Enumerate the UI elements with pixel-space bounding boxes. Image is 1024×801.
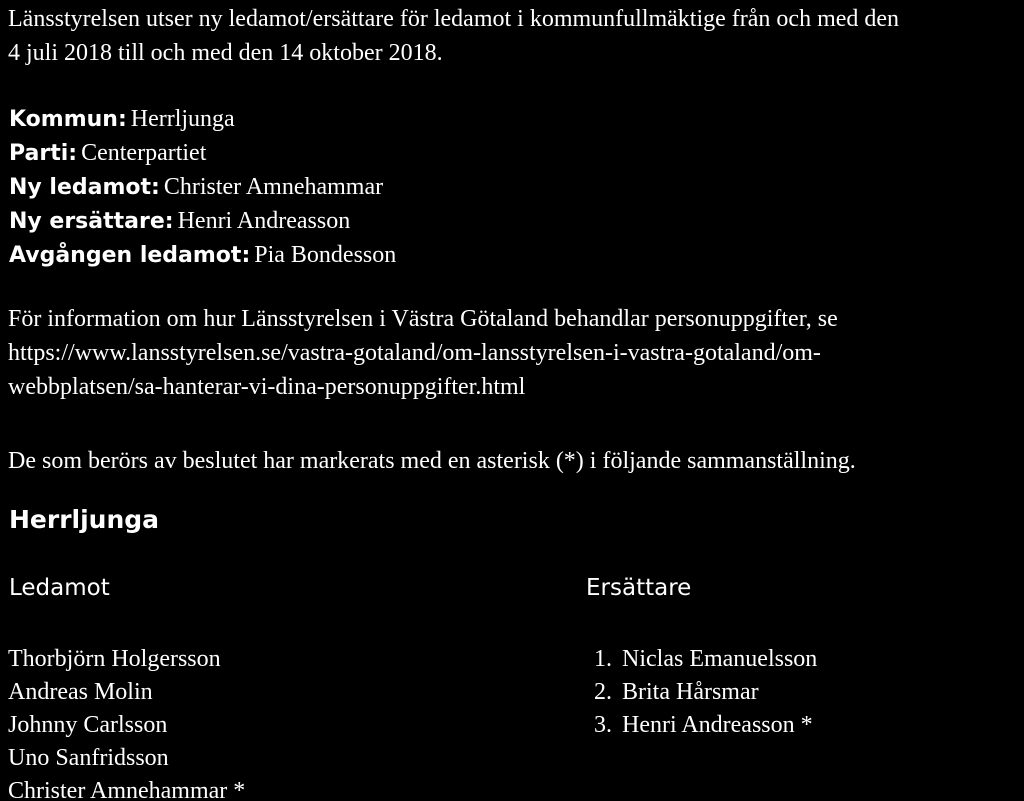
list-name: Henri Andreasson * [622, 712, 813, 738]
list-item: Christer Amnehammar * [8, 778, 246, 801]
ledamot-list [8, 643, 245, 801]
fact-kommun [9, 102, 396, 136]
privacy-link-line-1: https://www.lansstyrelsen.se/vastra-gotaland/om-lansstyrelsen-i-vastra-gotaland/om- [8, 340, 821, 366]
ersattare-list [594, 643, 817, 742]
list-item [594, 709, 817, 742]
fact-value: Herrljunga [130, 106, 235, 132]
fact-parti [9, 136, 396, 170]
fact-ny-ersattare [9, 204, 396, 238]
list-item: Johnny Carlsson [8, 712, 168, 738]
list-name: Brita Hårsmar [622, 679, 759, 705]
intro-line-2: 4 juli 2018 till och med den 14 oktober 2018. [8, 40, 443, 66]
fact-avgangen-ledamot [9, 238, 396, 272]
list-number: 2. [594, 679, 612, 705]
fact-value: Christer Amnehammar [163, 174, 384, 200]
decision-facts [9, 102, 396, 272]
list-number: 1. [594, 646, 612, 672]
asterisk-note: De som berörs av beslutet har markerats med en asterisk (*) i följande sammanställning. [8, 448, 856, 474]
list-item: Thorbjörn Holgersson [8, 646, 221, 672]
list-item [594, 676, 817, 709]
fact-ny-ledamot [9, 170, 396, 204]
list-number: 3. [594, 712, 612, 738]
section-title: Herrljunga [9, 505, 160, 534]
intro-line-1: Länsstyrelsen utser ny ledamot/ersättare för ledamot i kommunfullmäktige från och med den [8, 6, 900, 32]
list-name: Niclas Emanuelsson [622, 646, 818, 672]
privacy-link-line-2: webbplatsen/sa-hanterar-vi-dina-personuppgifter.html [8, 374, 526, 400]
intro-paragraph [8, 2, 899, 70]
fact-label: Kommun: [9, 107, 127, 132]
fact-label: Ny ersättare: [9, 209, 174, 234]
privacy-paragraph [8, 302, 838, 404]
fact-label: Parti: [9, 141, 78, 166]
list-item [594, 643, 817, 676]
privacy-line-1: För information om hur Länsstyrelsen i Västra Götaland behandlar personuppgifter, se [8, 306, 838, 332]
fact-label: Avgången ledamot: [9, 243, 251, 268]
ersattare-heading: Ersättare [586, 575, 692, 601]
ledamot-heading: Ledamot [9, 575, 110, 601]
list-item: Uno Sanfridsson [8, 745, 169, 771]
fact-value: Centerpartiet [81, 140, 207, 166]
fact-value: Pia Bondesson [254, 242, 397, 268]
fact-label: Ny ledamot: [9, 175, 160, 200]
list-item: Andreas Molin [8, 679, 153, 705]
fact-value: Henri Andreasson [177, 208, 351, 234]
